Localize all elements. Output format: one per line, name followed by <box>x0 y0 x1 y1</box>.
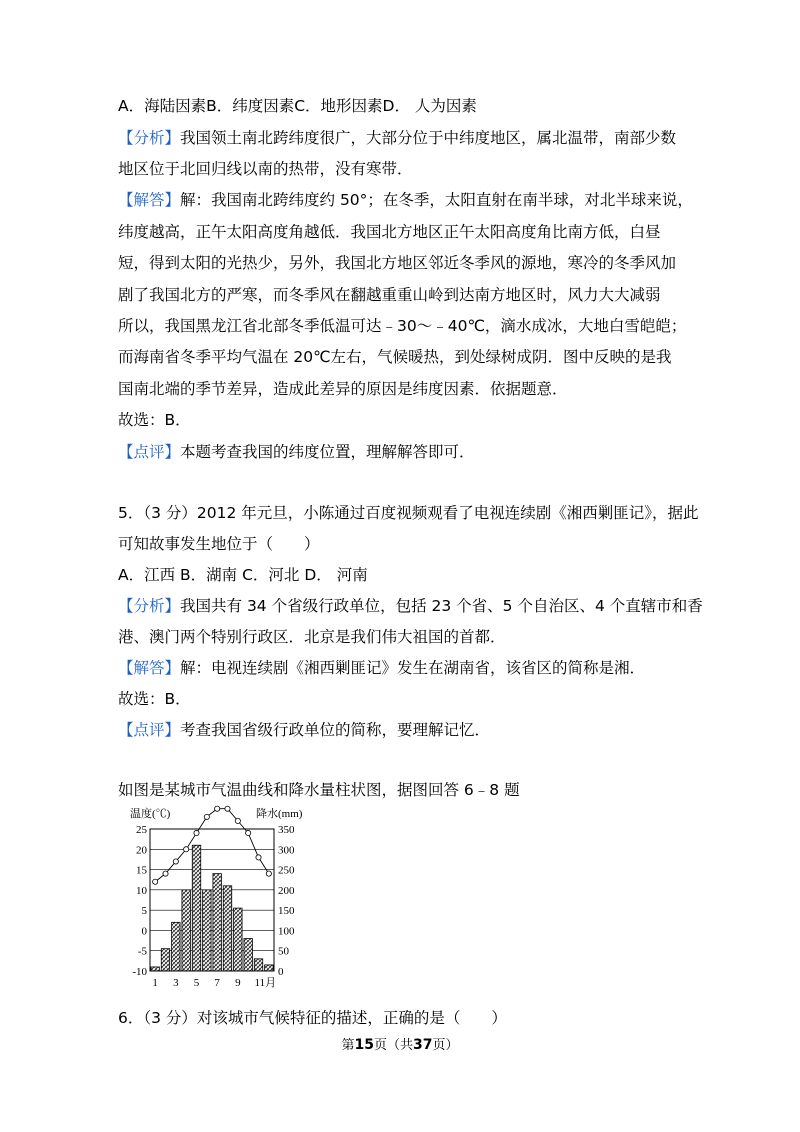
precipitation-bar <box>203 890 211 971</box>
left-tick-label: 5 <box>141 905 147 918</box>
x-tick-label: 7 <box>214 977 220 989</box>
q5-choice: 故选：B． <box>118 690 191 708</box>
temperature-point <box>194 830 199 835</box>
right-tick-label: 250 <box>278 864 295 877</box>
precipitation-bar <box>151 967 159 971</box>
q4-options: A．海陆因素B．纬度因素C．地形因素D． 人为因素 <box>118 97 477 115</box>
q5-analysis-line-1: 【分析】我国共有 34 个省级行政单位，包括 23 个省、5 个自治区、4 个直辖市和香 <box>118 597 703 615</box>
precipitation-bar <box>265 965 273 971</box>
q5-analysis-line-2: 港、澳门两个特别行政区．北京是我们伟大祖国的首都． <box>118 628 506 646</box>
right-axis-label: 降水(mm) <box>256 808 303 820</box>
right-tick-label: 150 <box>278 905 295 918</box>
page-footer: 第15页（共37页） <box>341 1037 459 1053</box>
temperature-point <box>173 859 178 864</box>
precipitation-bar <box>172 922 180 971</box>
comment-tag: 【点评】 <box>118 443 181 461</box>
precipitation-bar <box>244 939 252 971</box>
temperature-point <box>246 830 251 835</box>
precipitation-bar <box>223 886 231 971</box>
right-tick-label: 50 <box>278 945 289 958</box>
left-tick-label: 0 <box>141 925 147 938</box>
left-tick-label: 15 <box>136 864 147 877</box>
answer-tag: 【解答】 <box>118 659 181 677</box>
q4-answer-line-1: 【解答】解：我国南北跨纬度约 50°；在冬季，太阳直射在南半球，对北半球来说， <box>118 191 693 209</box>
right-tick-labels <box>278 824 295 978</box>
temperature-point <box>266 871 271 876</box>
temperature-point <box>204 814 209 819</box>
comment-tag: 【点评】 <box>118 721 181 739</box>
left-axis-label: 温度(℃) <box>130 808 171 820</box>
x-tick-label: 11月 <box>254 977 277 989</box>
precipitation-bar <box>234 908 242 971</box>
q6-stem: 6．（3 分）对该城市气候特征的描述，正确的是（ ） <box>118 1009 507 1027</box>
temperature-point <box>184 847 189 852</box>
q4-answer-line-6: 而海南省冬季平均气温在 20℃左右，气候暖热，到处绿树成阴．图中反映的是我 <box>118 348 672 366</box>
q5-comment: 【点评】考查我国省级行政单位的简称，要理解记忆． <box>118 721 491 739</box>
page-number: 15 <box>354 1037 374 1053</box>
answer-tag: 【解答】 <box>118 191 181 209</box>
q4-answer-line-4: 剧了我国北方的严寒，而冬季风在翻越重重山岭到达南方地区时，风力大大减弱 <box>118 286 661 304</box>
q5-answer: 【解答】解：电视连续剧《湘西剿匪记》发生在湖南省，该省区的简称是湘． <box>118 659 646 677</box>
right-tick-label: 100 <box>278 925 295 938</box>
precipitation-bars <box>151 845 273 971</box>
right-tick-label: 0 <box>278 966 284 978</box>
analysis-tag: 【分析】 <box>118 597 181 615</box>
temperature-point <box>215 806 220 811</box>
q5-options: A．江西 B．湖南 C．河北 D． 河南 <box>118 566 368 584</box>
precipitation-bar <box>182 890 190 971</box>
precipitation-bar <box>192 845 200 971</box>
q4-answer-line-7: 国南北端的季节差异，造成此差异的原因是纬度因素．依据题意． <box>118 380 568 398</box>
precipitation-bar <box>213 874 221 971</box>
temperature-point <box>163 871 168 876</box>
temperature-line <box>155 809 269 882</box>
right-tick-label: 200 <box>278 884 295 897</box>
right-tick-label: 350 <box>278 824 295 836</box>
temperature-point <box>225 806 230 811</box>
x-tick-labels <box>152 976 276 989</box>
temperature-point <box>256 855 261 860</box>
q4-analysis-line-2: 地区位于北回归线以南的热带，没有寒带． <box>118 160 413 178</box>
left-tick-label: 25 <box>136 824 147 836</box>
right-tick-label: 300 <box>278 844 295 857</box>
chart-intro: 如图是某城市气温曲线和降水量柱状图，据图回答 6﹣8 题 <box>118 781 520 799</box>
chart-grid <box>150 849 274 950</box>
x-tick-label: 1 <box>152 977 158 989</box>
precipitation-bar <box>254 959 262 971</box>
left-tick-labels <box>132 824 147 978</box>
precipitation-bar <box>161 949 169 971</box>
left-tick-label: 10 <box>136 884 147 897</box>
left-tick-label: -10 <box>132 966 147 978</box>
analysis-tag: 【分析】 <box>118 129 181 147</box>
q4-answer-line-3: 短，得到太阳的光热少，另外，我国北方地区邻近冬季风的源地，寒冷的冬季风加 <box>118 254 677 272</box>
q5-stem-line-2: 可知故事发生地位于（ ） <box>118 535 320 553</box>
temperature-point <box>153 879 158 884</box>
q4-answer-line-2: 纬度越高，正午太阳高度角越低．我国北方地区正午太阳高度角比南方低，白昼 <box>118 223 661 241</box>
q4-answer-line-5: 所以，我国黑龙江省北部冬季低温可达﹣30～﹣40℃，滴水成冰，大地白雪皑皑； <box>118 317 687 335</box>
x-tick-label: 9 <box>235 977 241 989</box>
q4-comment: 【点评】本题考查我国的纬度位置，理解解答即可． <box>118 443 475 461</box>
page-total: 37 <box>413 1037 433 1053</box>
q5-stem-line-1: 5．（3 分）2012 年元旦，小陈通过百度视频观看了电视连续剧《湘西剿匪记》，据此 <box>118 504 699 522</box>
left-tick-label: 20 <box>136 844 147 857</box>
x-tick-label: 3 <box>173 977 179 989</box>
x-tick-label: 5 <box>193 977 200 989</box>
q4-choice: 故选：B． <box>118 411 191 429</box>
left-tick-label: -5 <box>137 945 147 958</box>
q4-analysis-line-1: 【分析】我国领土南北跨纬度很广，大部分位于中纬度地区，属北温带，南部少数 <box>118 129 677 147</box>
temperature-point <box>235 818 240 823</box>
climate-chart <box>128 805 328 995</box>
